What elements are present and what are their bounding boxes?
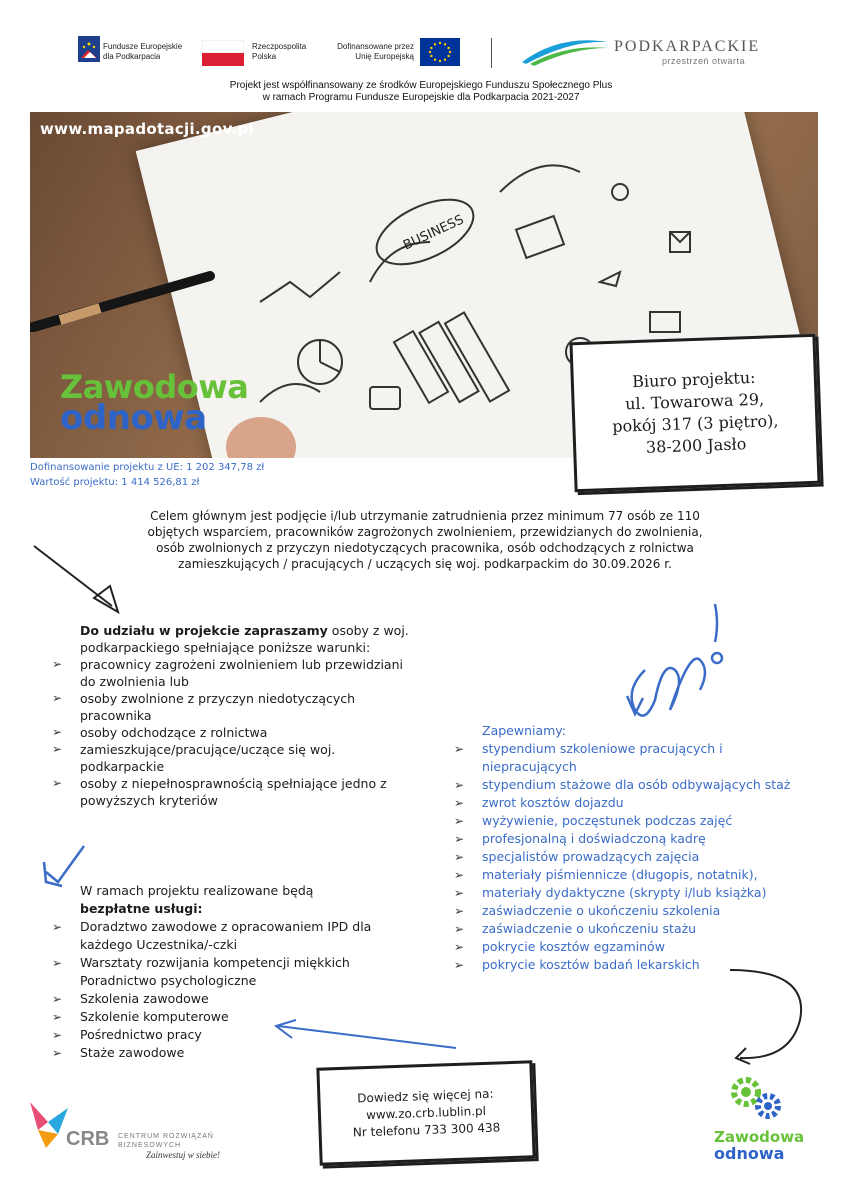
- goal-line1: Celem głównym jest podjęcie i/lub utrzymanie zatrudnienia przez minimum 77 osób ze 110: [150, 509, 700, 523]
- list-item: ➢ zamieszkujące/pracujące/uczące się woj. podkarpackie: [52, 742, 336, 774]
- cofinancing-note-line2: w ramach Programu Fundusze Europejskie dla Podkarpacia 2021-2027: [262, 92, 580, 103]
- squiggle-exclamation-icon: [615, 600, 745, 730]
- list-item: ➢ osoby z niepełnosprawnością spełniające jedno z powyższych kryteriów: [52, 776, 387, 808]
- chevron-right-icon: ➢: [454, 778, 465, 792]
- chevron-right-icon: ➢: [454, 850, 465, 864]
- benefits-list: [456, 740, 802, 974]
- list-item: ➢ osoby odchodzące z rolnictwa: [52, 725, 268, 740]
- office-city: 38-200 Jasło: [645, 434, 747, 457]
- list-item: ➢ osoby zwolnione z przyczyn niedotyczących pracownika: [52, 691, 356, 723]
- crb-full-name: [118, 1132, 214, 1150]
- chevron-right-icon: ➢: [52, 1028, 63, 1042]
- list-item: ➢ stypendium stażowe dla osób odbywających staż: [454, 777, 791, 792]
- chevron-right-icon: ➢: [454, 886, 465, 900]
- chevron-right-icon: ➢: [454, 940, 465, 954]
- list-item: ➢ Staże zawodowe: [52, 1045, 185, 1060]
- eu-flag-icon: [420, 38, 460, 66]
- fe-logo-line1: Fundusze Europejskie: [103, 42, 183, 51]
- participants-intro-rest: osoby z woj. podkarpackiego spełniające poniższe warunki:: [80, 623, 409, 655]
- goal-line4: zamieszkujących / pracujących / uczących się woj. podkarpackim do 30.09.2026 r.: [178, 557, 672, 571]
- chevron-right-icon: ➢: [52, 1010, 63, 1024]
- mapadotacji-url[interactable]: www.mapadotacji.gov.pl: [40, 120, 254, 138]
- chevron-right-icon: ➢: [52, 992, 63, 1006]
- list-item: ➢ wyżywienie, poczęstunek podczas zajęć: [454, 813, 733, 828]
- footer-brand-line2: odnowa: [714, 1144, 785, 1163]
- office-street: ul. Towarowa 29,: [624, 389, 765, 414]
- chevron-right-icon: ➢: [52, 956, 63, 970]
- chevron-right-icon: ➢: [52, 742, 63, 756]
- rp-logo-line2: Polska: [252, 52, 277, 61]
- chevron-right-icon: ➢: [52, 725, 63, 739]
- cofinancing-note: [0, 80, 842, 104]
- list-item: ➢ profesjonalną i doświadczoną kadrę: [454, 831, 706, 846]
- crb-name-line2: BIZNESOWYCH: [118, 1142, 182, 1149]
- chevron-right-icon: ➢: [52, 657, 63, 671]
- benefits-title: Zapewniamy:: [482, 723, 567, 738]
- list-item: ➢ zwrot kosztów dojazdu: [454, 795, 624, 810]
- contact-website-link[interactable]: www.zo.crb.lublin.pl: [365, 1103, 487, 1122]
- contact-box: [316, 1060, 535, 1165]
- crb-wordmark: CRB: [66, 1128, 110, 1150]
- eu-funding-amount: Dofinansowanie projektu z UE: 1 202 347,78 zł: [30, 462, 265, 473]
- goal-line3: osób zwolnionych z przyczyn niedotyczących pracownika, osób odchodzących z rolnictwa: [156, 541, 694, 555]
- arrow-down-right-icon: [30, 540, 130, 620]
- eu-logo-line2: Unię Europejską: [355, 52, 414, 61]
- podkarpackie-swoosh-icon: [520, 34, 610, 66]
- project-goal: [80, 508, 770, 572]
- benefits-section: [454, 722, 802, 974]
- list-item: ➢ specjalistów prowadzących zajęcia: [454, 849, 700, 864]
- cofinancing-note-line1: Projekt jest współfinansowany ze środków Europejskiego Funduszu Społecznego Plus: [229, 80, 613, 91]
- fe-logo-line2: dla Podkarpacia: [103, 52, 161, 61]
- services-intro: W ramach projektu realizowane będą: [80, 883, 314, 898]
- list-item: ➢ pokrycie kosztów badań lekarskich: [454, 957, 700, 972]
- footer-brand-line1: Zawodowa: [714, 1128, 805, 1146]
- participants-intro: [80, 622, 410, 656]
- list-item: ➢ Szkolenia zawodowe: [52, 991, 209, 1006]
- fundusze-europejskie-logo: [78, 36, 100, 62]
- participants-section: [52, 622, 410, 809]
- chevron-right-icon: ➢: [454, 742, 465, 756]
- contact-title: Dowiedz się więcej na:: [357, 1086, 494, 1105]
- office-room: pokój 317 (3 piętro),: [611, 411, 779, 436]
- services-list: [54, 918, 420, 1062]
- podkarpackie-tagline: przestrzeń otwarta: [662, 56, 746, 66]
- list-item: ➢ Doradztwo zawodowe z opracowaniem IPD dla każdego Uczestnika/-czki: [52, 919, 372, 952]
- list-item: ➢ stypendium szkoleniowe pracujących i niepracujących: [454, 741, 723, 774]
- crb-slogan: Zainwestuj w siebie!: [146, 1150, 220, 1160]
- chevron-right-icon: ➢: [454, 796, 465, 810]
- participants-intro-bold: Do udziału w projekcie zapraszamy: [80, 623, 328, 638]
- chevron-right-icon: ➢: [52, 776, 63, 790]
- eu-logo-line1: Dofinansowane przez: [337, 42, 414, 51]
- gears-icon: [726, 1072, 786, 1124]
- chevron-right-icon: ➢: [454, 904, 465, 918]
- services-section: [52, 882, 420, 1062]
- rp-logo-line1: Rzeczpospolita: [252, 42, 307, 51]
- podkarpackie-wordmark: PODKARPACKIE: [614, 38, 761, 55]
- list-item: ➢ Pośrednictwo pracy: [52, 1027, 202, 1042]
- logo-divider: [491, 38, 492, 68]
- contact-phone[interactable]: Nr telefonu 733 300 438: [352, 1119, 501, 1140]
- list-item: ➢ materiały dydaktyczne (skrypty i/lub książka): [454, 885, 767, 900]
- chevron-right-icon: ➢: [52, 691, 63, 705]
- chevron-right-icon: ➢: [454, 868, 465, 882]
- chevron-right-icon: ➢: [454, 958, 465, 972]
- list-item: ➢ zaświadczenie o ukończeniu szkolenia: [454, 903, 721, 918]
- polish-flag-icon: [202, 40, 244, 66]
- chevron-right-icon: ➢: [52, 1046, 63, 1060]
- list-item: ➢ materiały piśmiennicze (długopis, notatnik),: [454, 867, 758, 882]
- participants-list: [54, 656, 410, 809]
- list-item: ➢ zaświadczenie o ukończeniu stażu: [454, 921, 697, 936]
- logo-strip: [0, 0, 842, 78]
- business-sketch-word: BUSINESS: [401, 212, 467, 254]
- chevron-right-icon: ➢: [52, 920, 63, 934]
- curved-arrow-icon: [700, 966, 810, 1066]
- chevron-right-icon: ➢: [454, 922, 465, 936]
- list-item: ➢ pokrycie kosztów egzaminów: [454, 939, 665, 954]
- chevron-right-icon: ➢: [454, 832, 465, 846]
- crb-name-line1: CENTRUM ROZWIĄZAŃ: [118, 1133, 214, 1140]
- office-title: Biuro projektu:: [631, 367, 756, 392]
- services-intro-bold: bezpłatne usługi:: [80, 901, 203, 916]
- list-item: ➢ Szkolenie komputerowe: [52, 1009, 229, 1024]
- project-value: Wartość projektu: 1 414 526,81 zł: [30, 477, 200, 488]
- chevron-right-icon: ➢: [454, 814, 465, 828]
- office-address-box: [569, 334, 820, 492]
- hero-brand-line2: odnowa: [60, 398, 207, 438]
- list-item: ➢ Warsztaty rozwijania kompetencji miękkich Poradnictwo psychologiczne: [52, 955, 350, 988]
- list-item: ➢ pracownicy zagrożeni zwolnieniem lub przewidziani do zwolnienia lub: [52, 657, 403, 689]
- hero-brand-line1: Zawodowa: [60, 368, 249, 406]
- goal-line2: objętych wsparciem, pracowników zagrożonych zwolnieniem, przewidzianych do zwolnienia,: [147, 525, 703, 539]
